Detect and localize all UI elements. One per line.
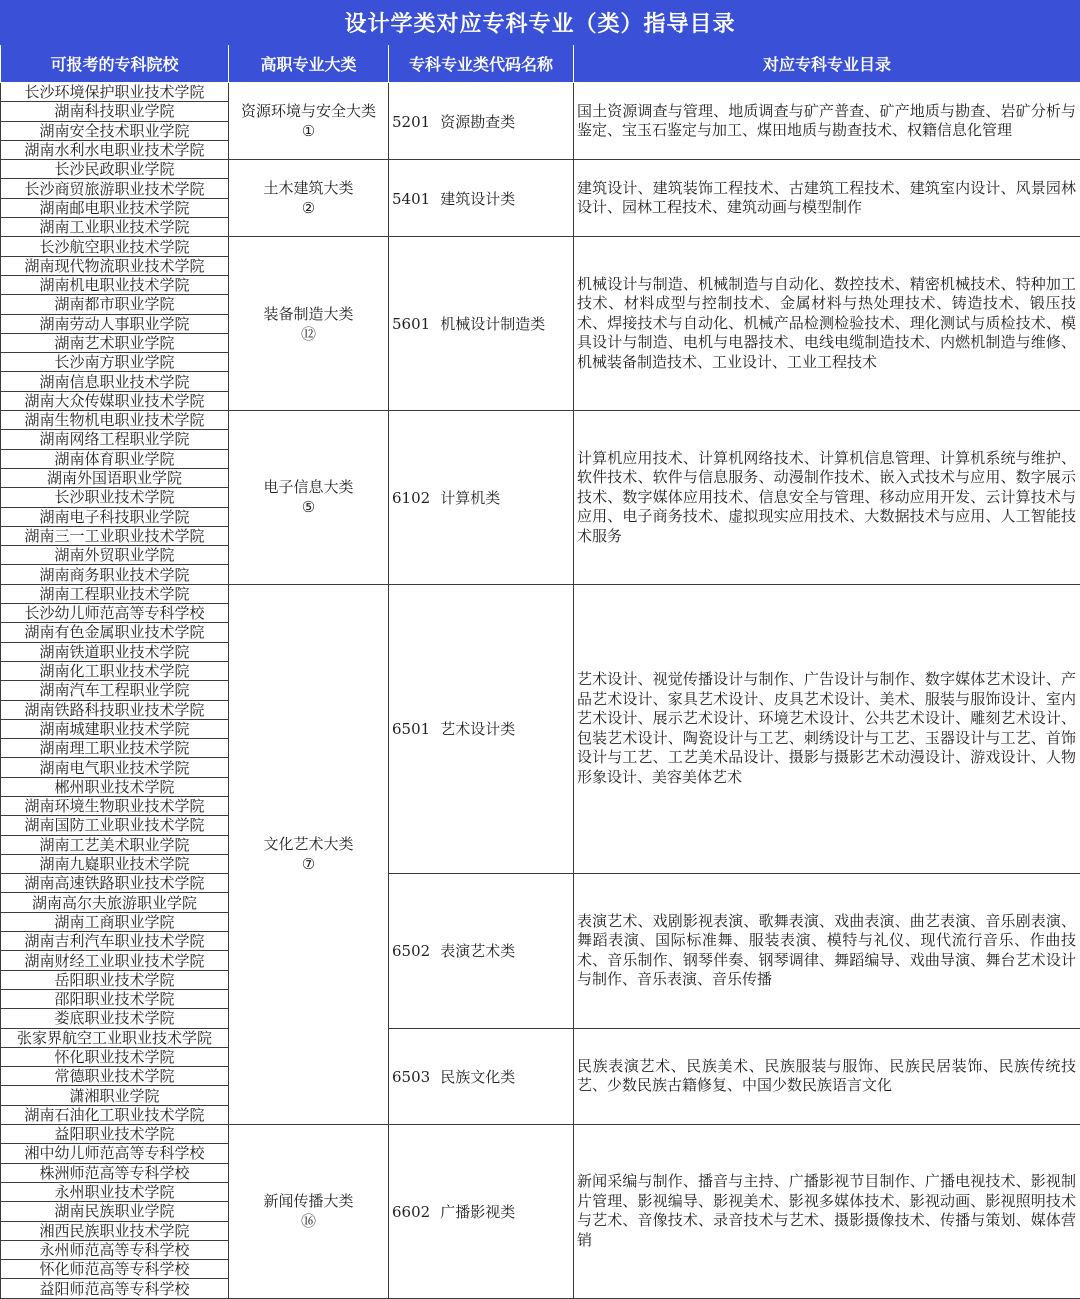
code-number: 5201 — [392, 113, 430, 131]
code-number: 5401 — [392, 190, 430, 208]
school-cell: 湖南体育职业学院 — [1, 449, 229, 468]
school-cell: 湖南信息职业技术学院 — [1, 372, 229, 391]
school-cell: 湖南外国语职业学院 — [1, 468, 229, 487]
school-cell: 张家界航空工业职业技术学院 — [1, 1028, 229, 1047]
category-name: 资源环境与安全大类 — [241, 102, 376, 120]
category-count: ⑯ — [229, 1211, 388, 1231]
code-cell — [389, 584, 574, 873]
code-cell — [389, 160, 574, 237]
school-cell: 湖南艺术职业学院 — [1, 333, 229, 352]
school-cell: 湖南工程职业技术学院 — [1, 584, 229, 603]
code-name: 广播影视类 — [440, 1203, 515, 1221]
majors-cell: 建筑设计、建筑装饰工程技术、古建筑工程技术、建筑室内设计、风景园林设计、园林工程技术、建筑动画与模型制作 — [574, 160, 1080, 237]
school-cell: 湖南理工职业技术学院 — [1, 739, 229, 758]
code-cell — [389, 1125, 574, 1299]
school-cell: 湖南高速铁路职业技术学院 — [1, 874, 229, 893]
category-count: ⑤ — [229, 497, 388, 517]
school-cell: 长沙幼儿师范高等专科学校 — [1, 604, 229, 623]
code-number: 5601 — [392, 315, 430, 333]
majors-cell: 国土资源调查与管理、地质调查与矿产普查、矿产地质与勘查、岩矿分析与鉴定、宝玉石鉴定与加工、煤田地质与勘查技术、权籍信息化管理 — [574, 83, 1080, 160]
school-cell: 永州师范高等专科学校 — [1, 1240, 229, 1259]
school-cell: 湖南商务职业技术学院 — [1, 565, 229, 584]
school-cell: 湖南民族职业学院 — [1, 1202, 229, 1221]
school-cell: 常德职业技术学院 — [1, 1067, 229, 1086]
school-cell: 湖南科技职业学院 — [1, 102, 229, 121]
school-cell: 怀化职业技术学院 — [1, 1047, 229, 1066]
category-count: ② — [229, 198, 388, 218]
school-cell: 湖南机电职业技术学院 — [1, 275, 229, 294]
code-name: 表演艺术类 — [440, 942, 515, 960]
table-row — [1, 83, 1080, 102]
code-number: 6501 — [392, 720, 430, 738]
school-cell: 湖南水利水电职业技术学院 — [1, 140, 229, 159]
school-cell: 长沙环境保护职业技术学院 — [1, 83, 229, 102]
majors-cell: 民族表演艺术、民族美术、民族服装与服饰、民族民居装饰、民族传统技艺、少数民族古籍修复、中国少数民族语言文化 — [574, 1028, 1080, 1124]
school-cell: 永州职业技术学院 — [1, 1182, 229, 1201]
code-name: 机械设计制造类 — [440, 315, 545, 333]
table-row — [1, 1125, 1080, 1144]
school-cell: 湖南九嶷职业技术学院 — [1, 854, 229, 873]
table-row — [1, 237, 1080, 256]
table-row — [1, 1028, 1080, 1047]
code-number: 6602 — [392, 1203, 430, 1221]
school-cell: 郴州职业技术学院 — [1, 777, 229, 796]
school-cell: 湘中幼儿师范高等专科学校 — [1, 1144, 229, 1163]
category-cell — [229, 411, 389, 585]
category-cell — [229, 1125, 389, 1299]
school-cell: 株洲师范高等专科学校 — [1, 1163, 229, 1182]
code-number: 6102 — [392, 489, 430, 507]
school-cell: 长沙航空职业技术学院 — [1, 237, 229, 256]
code-name: 民族文化类 — [440, 1068, 515, 1086]
category-cell — [229, 83, 389, 160]
table-row — [1, 411, 1080, 430]
school-cell: 湖南铁道职业技术学院 — [1, 642, 229, 661]
code-name: 计算机类 — [440, 489, 500, 507]
table-row — [1, 160, 1080, 179]
school-cell: 湖南有色金属职业技术学院 — [1, 623, 229, 642]
school-cell: 湖南工业职业技术学院 — [1, 218, 229, 237]
school-cell: 湖南劳动人事职业学院 — [1, 314, 229, 333]
header-row — [1, 45, 1080, 83]
code-cell — [389, 411, 574, 585]
code-number: 6502 — [392, 942, 430, 960]
school-cell: 长沙商贸旅游职业技术学院 — [1, 179, 229, 198]
school-cell: 湘西民族职业技术学院 — [1, 1221, 229, 1240]
header-code: 专科专业类代码名称 — [389, 45, 574, 83]
school-cell: 湖南吉利汽车职业技术学院 — [1, 932, 229, 951]
table-row — [1, 874, 1080, 893]
code-name: 资源勘查类 — [440, 113, 515, 131]
school-cell: 湖南安全技术职业学院 — [1, 121, 229, 140]
category-count: ⑫ — [229, 324, 388, 344]
school-cell: 益阳师范高等专科学校 — [1, 1279, 229, 1298]
school-cell: 长沙职业技术学院 — [1, 488, 229, 507]
category-name: 装备制造大类 — [263, 305, 353, 323]
school-cell: 湖南高尔夫旅游职业学院 — [1, 893, 229, 912]
category-name: 新闻传播大类 — [263, 1192, 353, 1210]
school-cell: 岳阳职业技术学院 — [1, 970, 229, 989]
school-cell: 湖南现代物流职业技术学院 — [1, 256, 229, 275]
category-name: 电子信息大类 — [263, 478, 353, 496]
majors-cell: 表演艺术、戏剧影视表演、歌舞表演、戏曲表演、曲艺表演、音乐剧表演、舞蹈表演、国际标准舞、服装表演、模特与礼仪、现代流行音乐、作曲技术、音乐制作、钢琴伴奏、钢琴调律、舞蹈编导、戏曲导演、舞台艺术设计与制作、音乐表演、音乐传播 — [574, 874, 1080, 1028]
school-cell: 邵阳职业技术学院 — [1, 989, 229, 1008]
page-title: 设计学类对应专科专业（类）指导目录 — [0, 0, 1080, 45]
majors-cell: 机械设计与制造、机械制造与自动化、数控技术、精密机械技术、特种加工技术、材料成型与控制技术、金属材料与热处理技术、铸造技术、锻压技术、焊接技术与自动化、机械产品检测检验技术、理化测试与质检技术、模具设计与制造、电机与电器技术、电线电缆制造技术、内燃机制造与维修、机械装备制造技术、工业设计、工业工程技术 — [574, 237, 1080, 411]
category-cell — [229, 160, 389, 237]
school-cell: 湖南城建职业技术学院 — [1, 719, 229, 738]
code-cell — [389, 237, 574, 411]
school-cell: 湖南电气职业技术学院 — [1, 758, 229, 777]
code-cell — [389, 1028, 574, 1124]
school-cell: 湖南石油化工职业技术学院 — [1, 1105, 229, 1124]
school-cell: 湖南邮电职业技术学院 — [1, 198, 229, 217]
school-cell: 湖南大众传媒职业技术学院 — [1, 391, 229, 410]
school-cell: 湖南国防工业职业技术学院 — [1, 816, 229, 835]
school-cell: 湖南工艺美术职业学院 — [1, 835, 229, 854]
header-category: 高职专业大类 — [229, 45, 389, 83]
school-cell: 湖南环境生物职业技术学院 — [1, 796, 229, 815]
school-cell: 湖南生物机电职业技术学院 — [1, 411, 229, 430]
school-cell: 湖南外贸职业学院 — [1, 546, 229, 565]
school-cell: 湖南三一工业职业技术学院 — [1, 526, 229, 545]
code-number: 6503 — [392, 1068, 430, 1086]
school-cell: 湖南财经工业职业技术学院 — [1, 951, 229, 970]
school-cell: 湖南都市职业学院 — [1, 295, 229, 314]
table-body — [1, 83, 1080, 1299]
school-cell: 益阳职业技术学院 — [1, 1125, 229, 1144]
header-schools: 可报考的专科院校 — [1, 45, 229, 83]
school-cell: 湖南工商职业学院 — [1, 912, 229, 931]
category-name: 土木建筑大类 — [263, 179, 353, 197]
majors-cell: 艺术设计、视觉传播设计与制作、广告设计与制作、数字媒体艺术设计、产品艺术设计、家具艺术设计、皮具艺术设计、美术、服装与服饰设计、室内艺术设计、展示艺术设计、环境艺术设计、公共艺术设计、雕刻艺术设计、包装艺术设计、陶瓷设计与工艺、刺绣设计与工艺、玉器设计与工艺、首饰设计与工艺、工艺美术品设计、摄影与摄影艺术动漫设计、游戏设计、人物形象设计、美容美体艺术 — [574, 584, 1080, 873]
school-cell: 湖南化工职业技术学院 — [1, 661, 229, 680]
major-catalog-table — [0, 45, 1080, 1299]
category-count: ① — [229, 121, 388, 141]
code-name: 艺术设计类 — [440, 720, 515, 738]
category-cell — [229, 237, 389, 411]
table-row — [1, 584, 1080, 603]
school-cell: 怀化师范高等专科学校 — [1, 1260, 229, 1279]
category-count: ⑦ — [229, 854, 388, 874]
majors-cell: 计算机应用技术、计算机网络技术、计算机信息管理、计算机系统与维护、软件技术、软件与信息服务、动漫制作技术、嵌入式技术与应用、数字展示技术、数字媒体应用技术、信息安全与管理、移动应用开发、云计算技术与应用、电子商务技术、虚拟现实应用技术、大数据技术与应用、人工智能技术服务 — [574, 411, 1080, 585]
school-cell: 长沙民政职业学院 — [1, 160, 229, 179]
school-cell: 湖南网络工程职业学院 — [1, 430, 229, 449]
school-cell: 湖南铁路科技职业技术学院 — [1, 700, 229, 719]
header-majors: 对应专科专业目录 — [574, 45, 1080, 83]
majors-cell: 新闻采编与制作、播音与主持、广播影视节目制作、广播电视技术、影视制片管理、影视编导、影视美术、影视多媒体技术、影视动画、影视照明技术与艺术、音像技术、录音技术与艺术、摄影摄像技术、传播与策划、媒体营销 — [574, 1125, 1080, 1299]
code-cell — [389, 83, 574, 160]
code-cell — [389, 874, 574, 1028]
code-name: 建筑设计类 — [440, 190, 515, 208]
category-cell — [229, 584, 389, 1124]
school-cell: 潇湘职业学院 — [1, 1086, 229, 1105]
category-name: 文化艺术大类 — [263, 835, 353, 853]
school-cell: 娄底职业技术学院 — [1, 1009, 229, 1028]
school-cell: 湖南汽车工程职业学院 — [1, 681, 229, 700]
school-cell: 湖南电子科技职业学院 — [1, 507, 229, 526]
school-cell: 长沙南方职业学院 — [1, 353, 229, 372]
